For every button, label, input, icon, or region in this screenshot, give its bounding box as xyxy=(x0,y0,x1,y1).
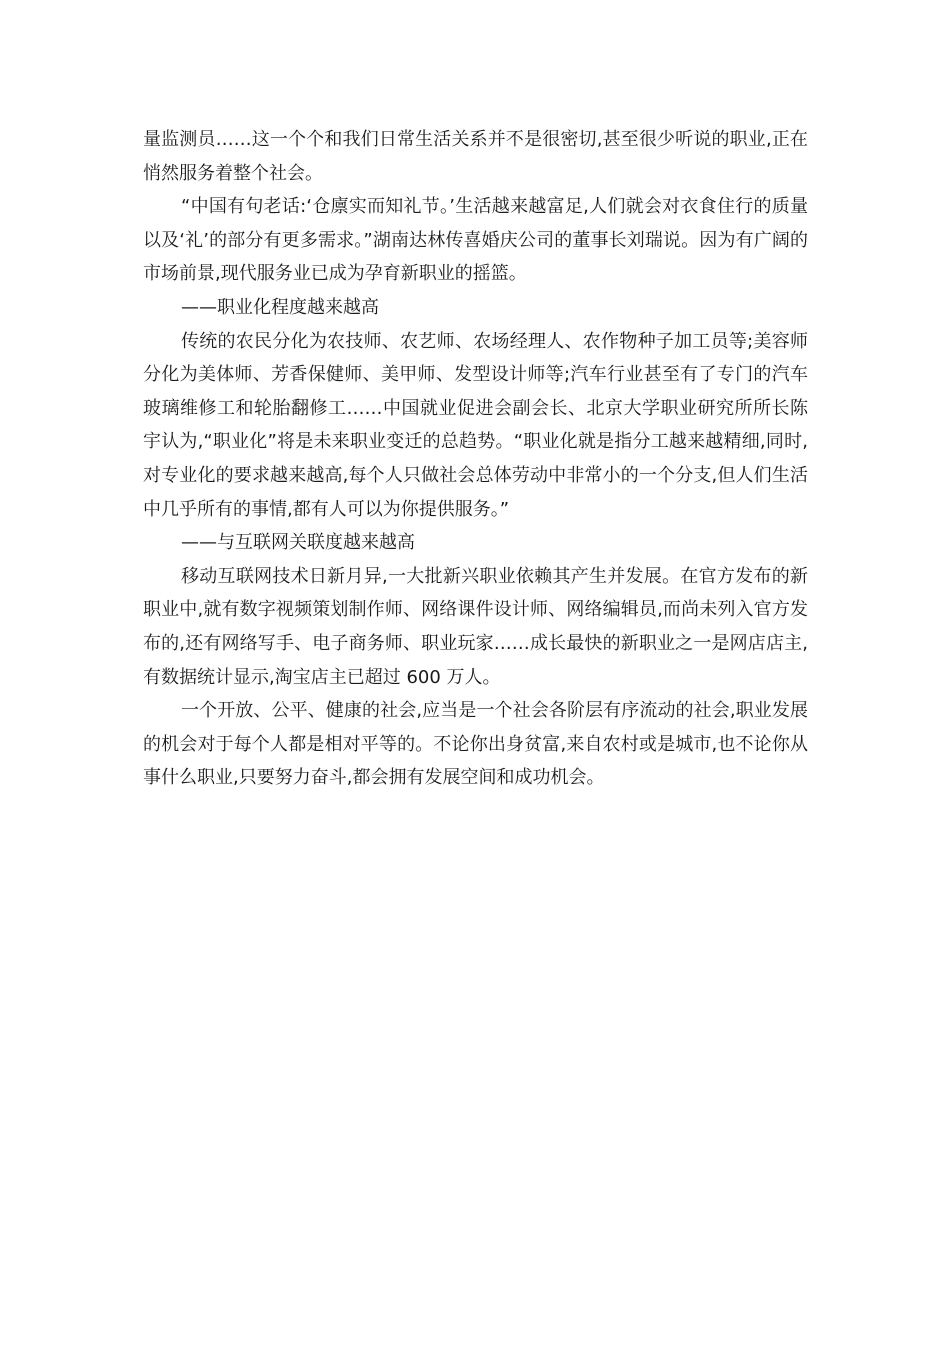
paragraph-conclusion: 一个开放、公平、健康的社会,应当是一个社会各阶层有序流动的社会,职业发展的机会对于每个人都是相对平等的。不论你出身贫富,来自农村或是城市,也不论你从事什么职业,只要努力奋斗,都会拥有发展空间和成功机会。 xyxy=(143,700,808,789)
paragraph-quote: “中国有句老话:‘仓廪实而知礼节。’生活越来越富足,人们就会对衣食住行的质量以及‘礼’的部分有更多需求。”湖南达林传喜婚庆公司的董事长刘瑞说。因为有广阔的市场前景,现代服务业已成为孕育新职业的摇篮。 xyxy=(143,196,808,285)
paragraph-continuation: 量监测员……这一个个和我们日常生活关系并不是很密切,甚至很少听说的职业,正在悄然服务着整个社会。 xyxy=(143,129,808,184)
section-heading-internet: ——与互联网关联度越来越高 xyxy=(181,532,415,554)
paragraph-internet: 移动互联网技术日新月异,一大批新兴职业依赖其产生并发展。在官方发布的新职业中,就有数字视频策划制作师、网络课件设计师、网络编辑员,而尚未列入官方发布的,还有网络写手、电子商务师、职业玩家……成长最快的新职业之一是网店店主,有数据统计显示,淘宝店主已超过 600 万人。 xyxy=(143,565,808,688)
article-body xyxy=(143,123,808,795)
paragraph-professionalization: 传统的农民分化为农技师、农艺师、农场经理人、农作物种子加工员等;美容师分化为美体师、芳香保健师、美甲师、发型设计师等;汽车行业甚至有了专门的汽车玻璃维修工和轮胎翻修工……中国就业促进会副会长、北京大学职业研究所所长陈宇认为,“职业化”将是未来职业变迁的总趋势。“职业化就是指分工越来越精细,同时,对专业化的要求越来越高,每个人只做社会总体劳动中非常小的一个分支,但人们生活中几乎所有的事情,都有人可以为你提供服务。” xyxy=(143,330,808,520)
section-heading-professionalization: ——职业化程度越来越高 xyxy=(181,296,379,318)
